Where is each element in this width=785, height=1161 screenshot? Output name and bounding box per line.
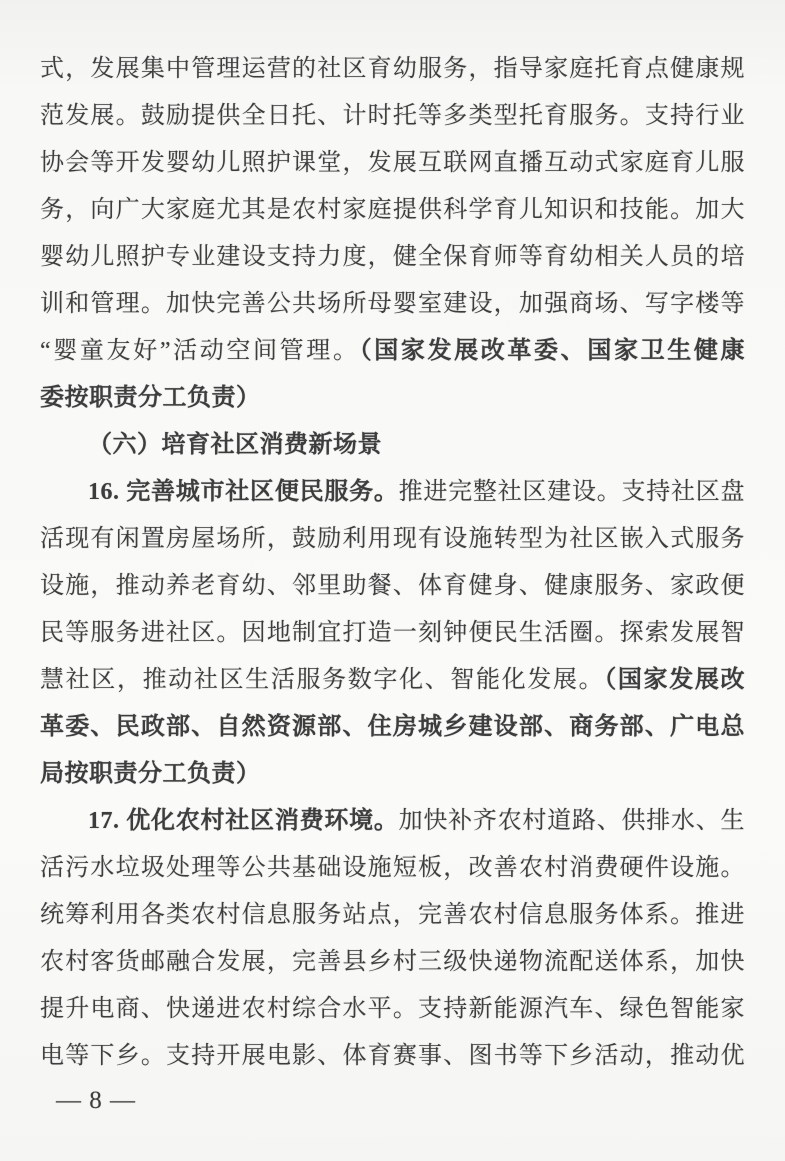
text-line: [40, 845, 745, 892]
text-line: [40, 751, 745, 798]
text-segment: 17. 优化农村社区消费环境。: [88, 808, 399, 834]
text-line: [40, 657, 745, 704]
text-segment: 范发展。鼓励提供全日托、计时托等多类型托育服务。支持行业: [40, 103, 745, 129]
text-line: [40, 1033, 745, 1080]
text-line: [40, 610, 745, 657]
text-line: [40, 140, 745, 187]
text-segment: 慧社区，推动社区生活服务数字化、智能化发展。: [40, 667, 605, 693]
text-line: [40, 563, 745, 610]
text-line: [40, 234, 745, 281]
text-segment: 民等服务进社区。因地制宜打造一刻钟便民生活圈。探索发展智: [40, 620, 745, 646]
text-segment: 提升电商、快递进农村综合水平。支持新能源汽车、绿色智能家: [40, 996, 745, 1022]
text-segment: 式，发展集中管理运营的社区育幼服务，指导家庭托育点健康规: [40, 56, 745, 82]
text-segment: 局按职责分工负责）: [40, 761, 261, 787]
text-line: [40, 798, 745, 845]
text-line: [40, 704, 745, 751]
text-line: [40, 46, 745, 93]
text-segment: 统筹利用各类农村信息服务站点，完善农村信息服务体系。推进: [40, 902, 745, 928]
text-line: [40, 375, 745, 422]
text-segment: 推进完整社区建设。支持社区盘: [398, 479, 745, 505]
text-segment: 婴幼儿照护专业建设支持力度，健全保育师等育幼相关人员的培: [40, 244, 745, 270]
text-segment: （国家发展改: [604, 667, 745, 693]
text-line: [40, 516, 745, 563]
text-segment: 活现有闲置房屋场所，鼓励利用现有设施转型为社区嵌入式服务: [40, 526, 745, 552]
text-segment: 训和管理。加快完善公共场所母婴室建设，加强商场、写字楼等: [40, 291, 745, 317]
text-line: [40, 422, 745, 469]
text-segment: 电等下乡。支持开展电影、体育赛事、图书等下乡活动，推动优: [40, 1043, 745, 1069]
text-line: [40, 187, 745, 234]
text-segment: 农村客货邮融合发展，完善县乡村三级快递物流配送体系，加快: [40, 949, 745, 975]
text-segment: 务，向广大家庭尤其是农村家庭提供科学育儿知识和技能。加大: [40, 197, 745, 223]
text-segment: 加快补齐农村道路、供排水、生: [398, 808, 745, 834]
text-segment: 革委、民政部、自然资源部、住房城乡建设部、商务部、广电总: [40, 714, 745, 740]
text-line: [40, 93, 745, 140]
text-line: [40, 939, 745, 986]
text-segment: （六）培育社区消费新场景: [88, 432, 382, 458]
text-line: [40, 892, 745, 939]
page-number: — 8 —: [56, 1087, 136, 1114]
text-line: [40, 281, 745, 328]
document-body: [40, 46, 745, 1080]
text-segment: 活污水垃圾处理等公共基础设施短板，改善农村消费硬件设施。: [40, 855, 745, 881]
text-line: [40, 328, 745, 375]
text-line: [40, 986, 745, 1033]
text-segment: 16. 完善城市社区便民服务。: [88, 479, 399, 505]
text-segment: 协会等开发婴幼儿照护课堂，发展互联网直播互动式家庭育儿服: [40, 150, 745, 176]
text-line: [40, 469, 745, 516]
text-segment: “婴童友好”活动空间管理。: [40, 338, 360, 364]
text-segment: 设施，推动养老育幼、邻里助餐、体育健身、健康服务、家政便: [40, 573, 745, 599]
text-segment: 委按职责分工负责）: [40, 385, 261, 411]
text-segment: （国家发展改革委、国家卫生健康: [359, 338, 745, 364]
